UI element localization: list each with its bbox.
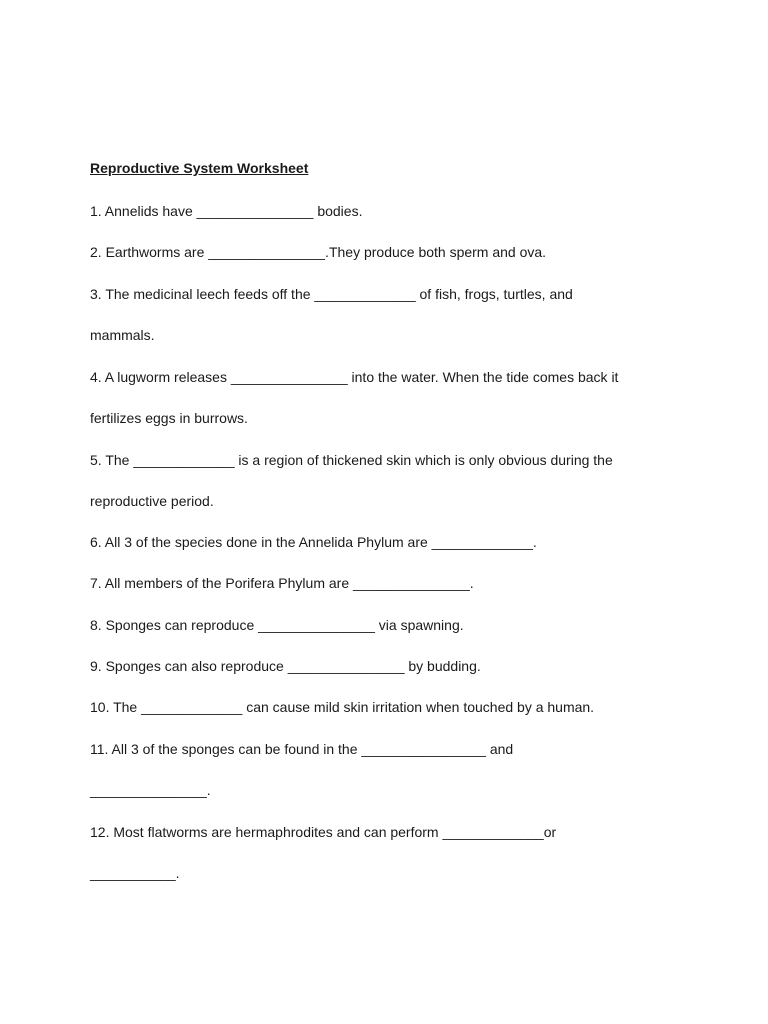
question-9: 9. Sponges can also reproduce _______________ by budding.	[90, 658, 481, 674]
question-5: 5. The _____________ is a region of thickened skin which is only obvious during the	[90, 452, 613, 468]
question-12-continued: ___________.	[90, 865, 180, 881]
question-7: 7. All members of the Porifera Phylum are _______________.	[90, 575, 474, 591]
question-12: 12. Most flatworms are hermaphrodites and can perform _____________or	[90, 824, 557, 840]
question-3-continued: mammals.	[90, 327, 155, 343]
question-2: 2. Earthworms are _______________.They produce both sperm and ova.	[90, 244, 547, 260]
question-4-continued: fertilizes eggs in burrows.	[90, 410, 248, 426]
worksheet-title: Reproductive System Worksheet	[90, 160, 309, 176]
question-11-continued: _______________.	[90, 782, 211, 798]
question-1: 1. Annelids have _______________ bodies.	[90, 203, 363, 219]
question-11: 11. All 3 of the sponges can be found in the ________________ and	[90, 741, 514, 757]
question-4: 4. A lugworm releases _______________ into the water. When the tide comes back it	[90, 369, 619, 385]
question-3: 3. The medicinal leech feeds off the _____________ of fish, frogs, turtles, and	[90, 286, 573, 302]
question-8: 8. Sponges can reproduce _______________ via spawning.	[90, 617, 464, 633]
question-5-continued: reproductive period.	[90, 493, 214, 509]
question-6: 6. All 3 of the species done in the Annelida Phylum are _____________.	[90, 534, 537, 550]
question-10: 10. The _____________ can cause mild skin irritation when touched by a human.	[90, 699, 595, 715]
